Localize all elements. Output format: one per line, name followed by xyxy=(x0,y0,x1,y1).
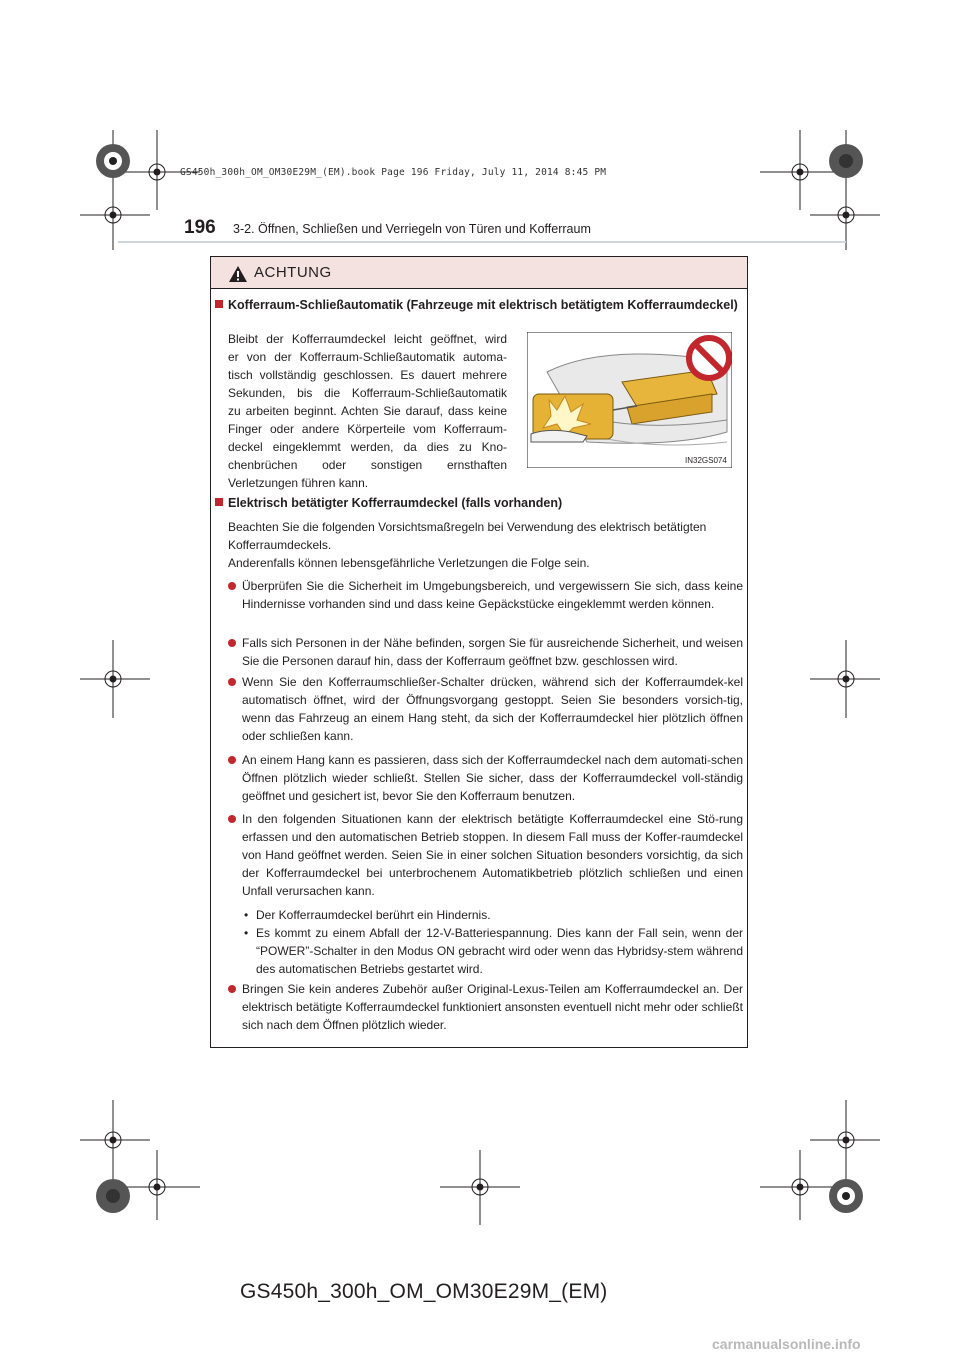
car-trunk-image xyxy=(527,332,732,468)
warning-title: ACHTUNG xyxy=(254,264,332,281)
text-line: deckel eingeklemmt werden, da dies zu Kno- xyxy=(228,440,507,454)
sub-item: • Der Kofferraumdeckel berührt ein Hindernis. xyxy=(244,908,491,922)
bullet-item: Wenn Sie den Kofferraumschließer-Schalter drücken, während sich der Kofferraumdek-kel automatisch öffnet, wird der Öffnungsvorgang gestoppt. Seien Sie besonders vorsich-tig, wenn das Fahrzeug an einem Hang steht, da sich der Kofferraumdeckel hier plötzlich öffnen oder schließen kann. xyxy=(228,673,743,745)
section2-heading: Elektrisch betätigter Kofferraumdeckel (falls vorhanden) xyxy=(215,496,562,510)
round-bullet-icon xyxy=(228,639,236,647)
trunk-closer-illustration xyxy=(527,332,732,468)
intro-text: Beachten Sie die folgenden Vorsichtsmaßregeln bei Verwendung des elektrisch betätigten Kofferraumdeckels. xyxy=(228,520,707,552)
watermark: carmanualsonline.info xyxy=(712,1336,861,1352)
intro-text: Anderenfalls können lebensgefährliche Verletzungen die Folge sein. xyxy=(228,556,590,570)
bullet-item: Falls sich Personen in der Nähe befinden, sorgen Sie für ausreichende Sicherheit, und weisen Sie die Personen darauf hin, dass der Kofferraum geöffnet bzw. geschlossen wird. xyxy=(228,634,743,670)
text-line: er von der Kofferraum-Schließautomatik automa- xyxy=(228,350,507,364)
warning-triangle-icon xyxy=(228,265,248,283)
section1-body xyxy=(228,330,507,492)
book-header: GS450h_300h_OM_OM30E29M_(EM).book Page 196 Friday, July 11, 2014 8:45 PM xyxy=(180,167,607,178)
section-title: 3-2. Öffnen, Schließen und Verriegeln von Türen und Kofferraum xyxy=(233,222,591,236)
text-line: Bleibt der Kofferraumdeckel leicht geöffnet, wird xyxy=(228,332,507,346)
round-bullet-icon xyxy=(228,582,236,590)
text-line: tisch vollständig geschlossen. Es dauert mehrere xyxy=(228,368,507,382)
round-bullet-icon xyxy=(228,756,236,764)
footer-code: GS450h_300h_OM_OM30E29M_(EM) xyxy=(240,1280,608,1303)
section1-heading: Kofferraum-Schließautomatik (Fahrzeuge mit elektrisch betätigtem Kofferraumdeckel) xyxy=(215,298,738,312)
page-number: 196 xyxy=(184,217,216,238)
section2-intro xyxy=(228,518,743,572)
bullet-item: Bringen Sie kein anderes Zubehör außer Original-Lexus-Teilen am Kofferraumdeckel an. Der elektrisch betätigte Kofferraumdeckel funktioniert ansonsten eventuell nicht mehr oder schließt sich nach dem Öffnen plötzlich wieder. xyxy=(228,980,743,1034)
square-bullet-icon xyxy=(215,498,223,506)
text-line: Verletzungen führen kann. xyxy=(228,476,369,490)
warning-header xyxy=(211,257,747,289)
text-line: chenbrüchen oder sonstigen ernsthaften xyxy=(228,458,507,472)
sub-item: • Es kommt zu einem Abfall der 12-V-Batteriespannung. Dies kann der Fall sein, wenn der “POWER”-Schalter in den Modus ON gebracht wird oder wenn das Hybridsy-stem während des automatischen Betriebs gestartet wird. xyxy=(244,926,743,976)
square-bullet-icon xyxy=(215,300,223,308)
image-code: IN32GS074 xyxy=(685,456,727,465)
text-line: Finger oder andere Körperteile vom Kofferraum- xyxy=(228,422,507,436)
bullet-item: Überprüfen Sie die Sicherheit im Umgebungsbereich, und vergewissern Sie sich, dass keine Hindernisse vorhanden sind und dass keine Gepäckstücke eingeklemmt werden können. xyxy=(228,577,743,613)
round-bullet-icon xyxy=(228,815,236,823)
header-rule xyxy=(118,241,846,243)
bullet-item: An einem Hang kann es passieren, dass sich der Kofferraumdeckel nach dem automati-schen Öffnen plötzlich wieder schließt. Stellen Sie sicher, dass der Kofferraumdeckel voll-ständig geöffnet und gesichert ist, bevor Sie den Kofferraum benutzen. xyxy=(228,751,743,805)
round-bullet-icon xyxy=(228,985,236,993)
text-line: zu arbeiten beginnt. Achten Sie darauf, dass keine xyxy=(228,404,507,418)
text-line: Sekunden, bis die Kofferraum-Schließautomatik xyxy=(228,386,507,400)
round-bullet-icon xyxy=(228,678,236,686)
bullet-item: In den folgenden Situationen kann der elektrisch betätigte Kofferraumdeckel eine Stö-rung erfassen und den automatischen Betrieb stoppen. In diesem Fall muss der Koffer-raumdeckel von Hand geöffnet werden. Seien Sie in einer solchen Situation besonders vorsichtig, da sich der Kofferraumdeckel bei unterbrochenem Automatikbetrieb plötzlich schließen und einen Unfall verursachen kann. xyxy=(228,810,743,900)
